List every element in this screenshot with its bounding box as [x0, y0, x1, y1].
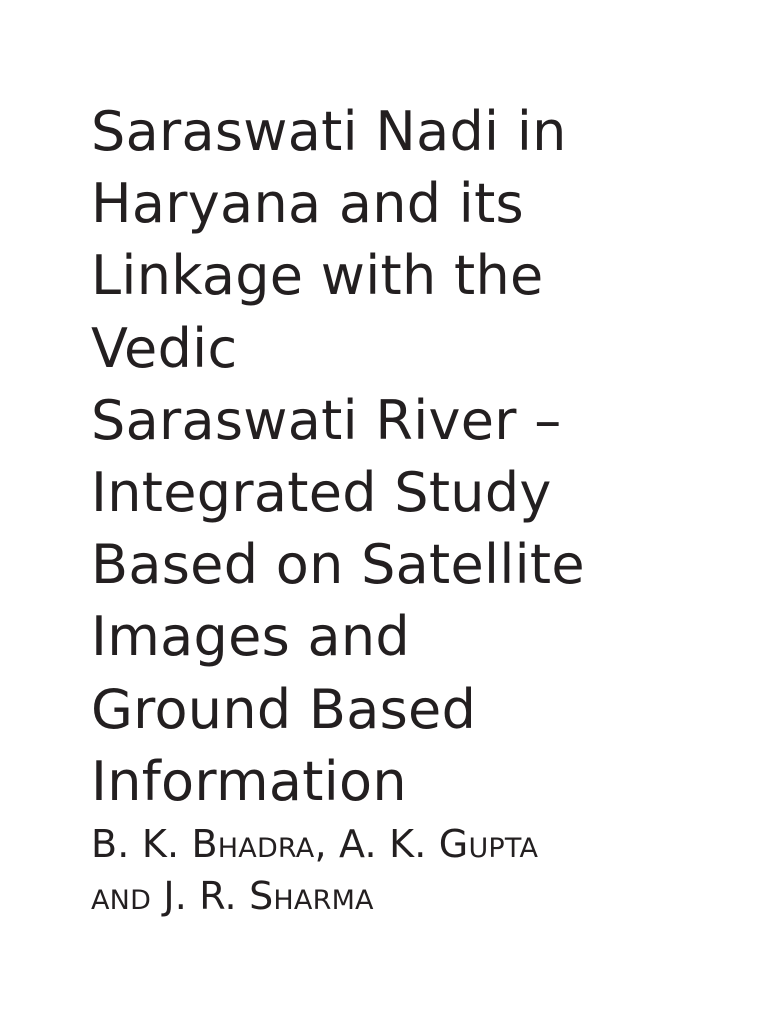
title-line: Saraswati Nadi in [91, 100, 567, 163]
title-line: Linkage with the [91, 244, 544, 308]
author-list [91, 818, 711, 922]
author-line-2 [91, 870, 711, 922]
title-line: Images and [91, 605, 411, 669]
title-line: Ground Based [91, 677, 477, 741]
author-names: and J. R. Sharma [91, 874, 374, 918]
title-line: Saraswati River – [91, 388, 562, 452]
author-names: B. K. Bhadra, A. K. Gupta [91, 822, 539, 866]
title-line: Based on Satellite [91, 533, 585, 597]
document-title [91, 96, 711, 818]
title-line: Vedic [91, 316, 238, 380]
title-line: Integrated Study [91, 461, 552, 525]
title-line: Haryana and its [91, 172, 524, 236]
title-line: Information [91, 749, 407, 813]
author-line-1 [91, 818, 711, 870]
